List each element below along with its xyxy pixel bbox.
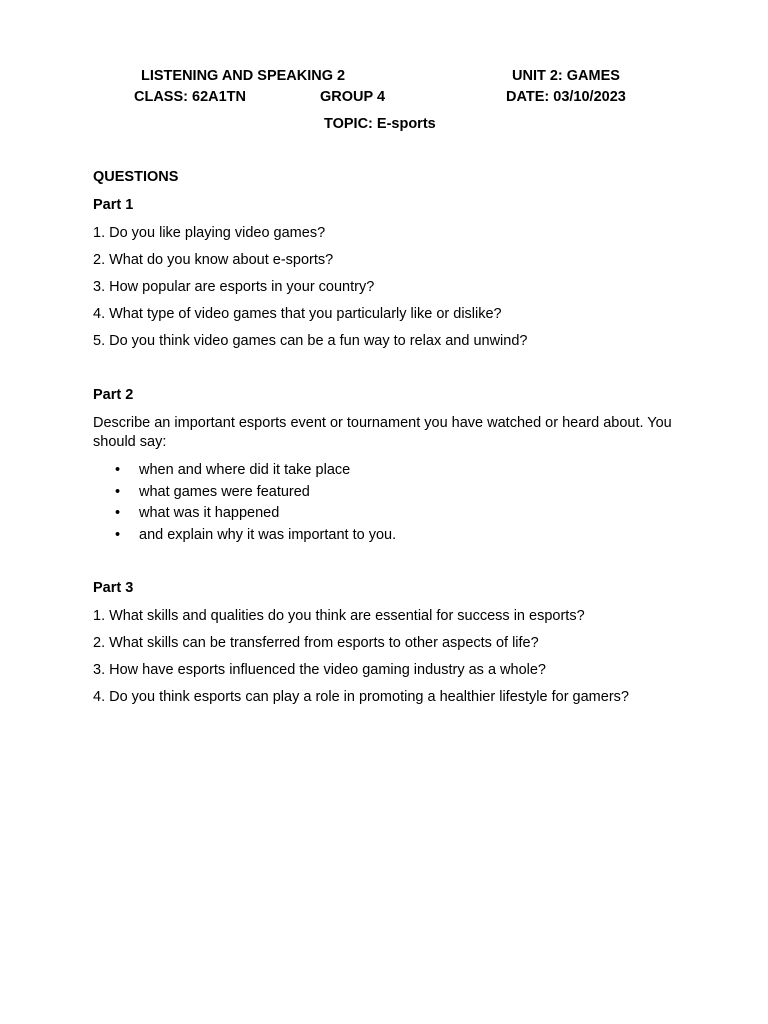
part3-title: Part 3: [93, 579, 134, 596]
bullet-text: what games were featured: [139, 483, 310, 500]
question-item: 2. What do you know about e-sports?: [93, 252, 334, 268]
question-item: 4. Do you think esports can play a role in promoting a healthier lifestyle for gamers?: [93, 688, 629, 705]
bullet-text: what was it happened: [139, 505, 280, 521]
unit-title: UNIT 2: GAMES: [512, 68, 620, 84]
question-item: 1. Do you like playing video games?: [93, 225, 326, 241]
list-item: [93, 483, 683, 502]
list-item: [93, 526, 683, 545]
question-item: 1. What skills and qualities do you think are essential for success in esports?: [93, 607, 585, 624]
part1-title: Part 1: [93, 197, 134, 213]
group-label: GROUP 4: [320, 89, 386, 105]
question-item: 2. What skills can be transferred from esports to other aspects of life?: [93, 634, 539, 651]
topic-label: TOPIC: E-sports: [324, 116, 436, 132]
bullet-text: when and where did it take place: [139, 462, 351, 478]
question-item: 5. Do you think video games can be a fun way to relax and unwind?: [93, 333, 528, 349]
question-item: 4. What type of video games that you particularly like or dislike?: [93, 306, 502, 322]
bullet-icon: •: [115, 483, 121, 500]
bullet-icon: •: [115, 505, 121, 521]
list-item: [93, 461, 683, 480]
part1-questions: [93, 224, 683, 351]
bullet-icon: •: [115, 462, 121, 478]
list-item: [93, 504, 683, 523]
questions-heading: QUESTIONS: [93, 169, 179, 185]
date-label: DATE: 03/10/2023: [506, 89, 626, 105]
question-item: 3. How popular are esports in your country?: [93, 279, 375, 295]
class-label: CLASS: 62A1TN: [134, 89, 246, 105]
bullet-icon: •: [115, 526, 121, 543]
part2-bullet-list: [93, 461, 683, 545]
course-title: LISTENING AND SPEAKING 2: [141, 68, 346, 84]
part3-questions: [93, 607, 683, 707]
part2-title: Part 2: [93, 387, 134, 403]
question-item: 3. How have esports influenced the video gaming industry as a whole?: [93, 661, 546, 678]
bullet-text: and explain why it was important to you.: [139, 526, 397, 543]
questions-section: [93, 168, 683, 707]
part2-prompt: Describe an important esports event or tournament you have watched or heard about. You should say:: [93, 415, 672, 450]
